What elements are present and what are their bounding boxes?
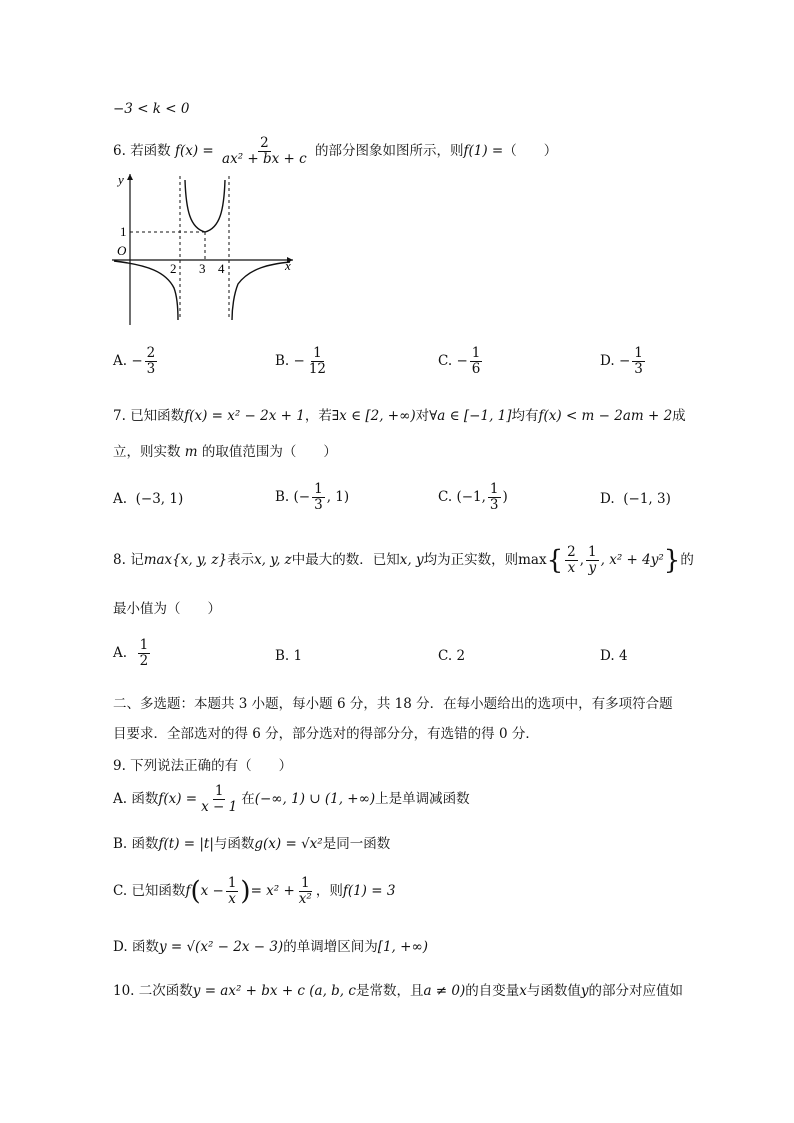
- function-graph: [108, 170, 298, 330]
- q7-option-c: C. (−1, $\frac{1}{3}$ ): [438, 481, 508, 513]
- q9-option-c: C. 已知函数f(x − $\frac{1}{x}$ )= x² + $\frac{1}{\text{x²}}$ ，则f(1) = 3: [113, 875, 396, 907]
- x-tick-3: 3: [199, 261, 206, 276]
- question-10-stem: 10. 二次函数y = ax² + bx + c (a, b, c是常数，且a ≠ 0)的自变量x与函数值y的部分对应值如: [113, 983, 684, 999]
- section-2-heading-line2: 目要求．全部选对的得 6 分，部分选对的得部分分，有选错的得 0 分．: [113, 726, 539, 742]
- x-tick-2: 2: [170, 261, 177, 276]
- q9-option-b: B. 函数f(t) = |t|与函数g(x) = √x²是同一函数: [113, 836, 391, 852]
- x-axis-label: x: [285, 258, 291, 273]
- q7-option-b: B. (− $\frac{1}{3}$ , 1): [275, 481, 350, 513]
- q6-option-b: B. − $\frac{1}{12}$: [275, 345, 327, 377]
- q9-option-a: A. 函数f(x) = $\frac{1}{x - 1}$ 在(−∞, 1) ∪ (1, +∞)上是单调减函数: [113, 783, 470, 815]
- section-2-heading-line1: 二、多选题：本题共 3 小题，每小题 6 分，共 18 分．在每小题给出的选项中，有多项符合题: [113, 696, 673, 712]
- question-8-stem-line2: 最小值为（ ）: [113, 601, 221, 617]
- q6-option-a: A. − $\frac{2}{3}$: [113, 345, 156, 377]
- question-8-stem-line1: 8. 记max{x, y, z}表示x, y, z中最大的数．已知x, y均为正实数，则max{ $\frac{2}{x}$ , $\frac{1}{y}$ , x² + 4y²}的: [113, 544, 694, 576]
- question-7-stem-line1: 7. 已知函数f(x) = x² − 2x + 1，若∃x ∈ [2, +∞)对∀a ∈ [−1, 1]均有f(x) < m − 2am + 2成: [113, 408, 686, 424]
- question-6-stem: 6. 若函数 f(x) = $\frac{2}{\text{ax² + bx + c}}$ 的部分图象如图所示，则f(1) =（ ）: [113, 135, 558, 167]
- y-tick-1: 1: [120, 224, 127, 239]
- origin-label: O: [117, 243, 127, 258]
- previous-answer-fragment: −3 < k < 0: [113, 101, 190, 117]
- q6-option-d: D. − $\frac{1}{3}$: [600, 345, 643, 377]
- fraction: $\frac{2}{\text{ax² + bx + c}}$: [222, 135, 307, 167]
- question-9-stem: 9. 下列说法正确的有（ ）: [113, 758, 293, 774]
- q8-option-c: C. 2: [438, 648, 466, 664]
- q7-option-a: A. (−3, 1): [113, 491, 184, 507]
- q9-option-d: D. 函数y = √(x² − 2x − 3)的单调增区间为[1, +∞): [113, 939, 428, 955]
- q8-option-d: D. 4: [600, 648, 628, 664]
- y-axis-label: y: [118, 172, 124, 187]
- q8-option-b: B. 1: [275, 648, 303, 664]
- x-tick-4: 4: [218, 261, 225, 276]
- q7-option-d: D. (−1, 3): [600, 491, 671, 507]
- question-7-stem-line2: 立，则实数 m 的取值范围为（ ）: [113, 444, 337, 460]
- q8-option-a: A. $\frac{1}{2}$: [113, 637, 149, 669]
- q6-option-c: C. − $\frac{1}{6}$: [438, 345, 481, 377]
